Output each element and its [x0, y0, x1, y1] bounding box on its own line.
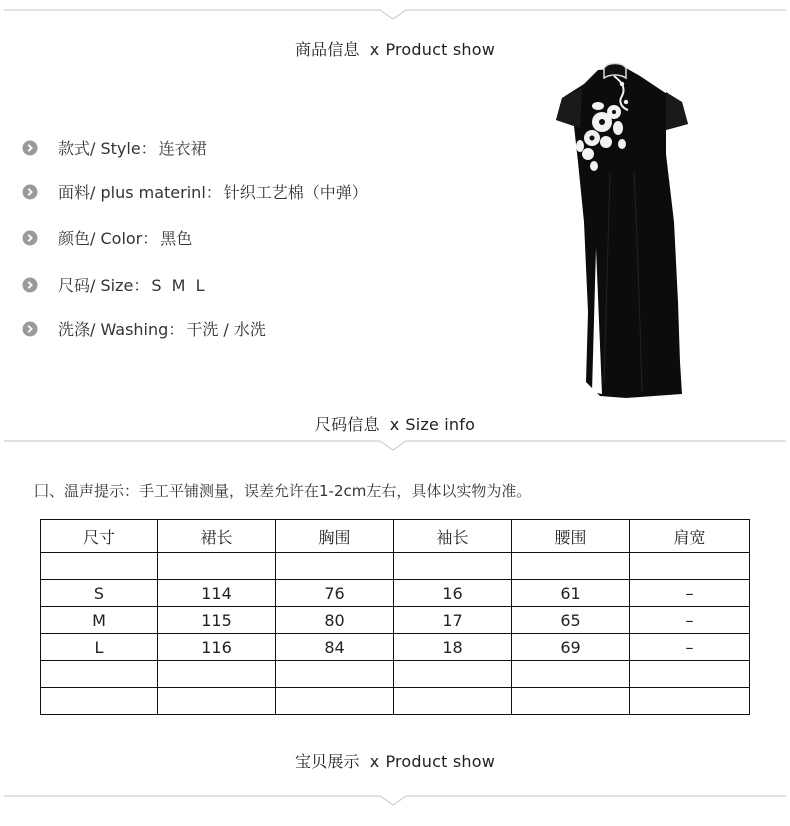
table-cell: 18 [394, 634, 512, 661]
spec-item-style [22, 136, 207, 159]
title-separator: x [369, 40, 380, 59]
product-show-title-en: Product show [385, 752, 496, 771]
table-cell [41, 661, 158, 688]
table-cell [512, 553, 630, 580]
middle-divider [4, 437, 786, 451]
table-cell: 17 [394, 607, 512, 634]
spec-item-material [22, 180, 368, 203]
table-cell [630, 553, 750, 580]
table-cell: S [41, 580, 158, 607]
table-header-cell: 肩宽 [630, 520, 750, 553]
table-cell: 16 [394, 580, 512, 607]
table-cell: 114 [158, 580, 276, 607]
table-cell: 65 [512, 607, 630, 634]
table-cell: 115 [158, 607, 276, 634]
spec-value: 干洗 / 水洗 [186, 320, 266, 339]
spec-item-washing [22, 317, 266, 340]
spec-label: 尺码/ Size： [58, 276, 150, 295]
table-row-empty [41, 553, 750, 580]
table-header-cell: 腰围 [512, 520, 630, 553]
table-cell: 84 [276, 634, 394, 661]
table-cell: L [41, 634, 158, 661]
table-cell [158, 553, 276, 580]
spec-label: 款式/ Style： [58, 139, 157, 158]
table-cell [630, 661, 750, 688]
spec-item-size [22, 273, 205, 296]
table-cell [158, 661, 276, 688]
product-show-title-cn: 宝贝展示 [294, 752, 360, 771]
table-row-empty [41, 661, 750, 688]
table-cell [630, 688, 750, 715]
table-cell [394, 553, 512, 580]
table-header-cell: 袖长 [394, 520, 512, 553]
measurement-note: 囗、温声提示：手工平铺测量，误差允许在1-2cm左右，具体以实物为准。 [34, 482, 532, 500]
table-cell: 76 [276, 580, 394, 607]
chevron-right-circle-icon [22, 230, 38, 246]
size-info-title-cn: 尺码信息 [314, 415, 380, 434]
table-row [41, 634, 750, 661]
spec-label: 洗涤/ Washing： [58, 320, 185, 339]
title-separator: x [369, 752, 380, 771]
chevron-right-circle-icon [22, 184, 38, 200]
product-info-title-en: Product show [385, 40, 496, 59]
product-show-title [0, 749, 790, 772]
size-info-title-en: Size info [405, 415, 476, 434]
table-cell: – [630, 607, 750, 634]
table-cell [394, 661, 512, 688]
table-row [41, 580, 750, 607]
table-header-cell: 胸围 [276, 520, 394, 553]
spec-value: 连衣裙 [158, 139, 207, 158]
spec-item-color [22, 226, 192, 249]
spec-value: 针织工艺棉（中弹） [223, 183, 368, 202]
table-cell [276, 661, 394, 688]
spec-value: 黑色 [160, 229, 193, 248]
table-cell [512, 661, 630, 688]
chevron-right-circle-icon [22, 140, 38, 156]
table-cell: M [41, 607, 158, 634]
product-image-dress [548, 62, 694, 402]
title-separator: x [389, 415, 400, 434]
top-divider [4, 6, 786, 20]
table-cell [512, 688, 630, 715]
table-cell: 80 [276, 607, 394, 634]
table-cell: – [630, 634, 750, 661]
table-cell [41, 553, 158, 580]
size-table [40, 519, 750, 715]
table-cell [276, 688, 394, 715]
spec-label: 颜色/ Color： [58, 229, 159, 248]
table-row-empty [41, 688, 750, 715]
table-cell: 69 [512, 634, 630, 661]
product-info-title-cn: 商品信息 [294, 40, 360, 59]
table-cell [276, 553, 394, 580]
table-cell: 116 [158, 634, 276, 661]
product-info-title [0, 37, 790, 60]
table-cell [41, 688, 158, 715]
table-cell [394, 688, 512, 715]
table-row [41, 607, 750, 634]
spec-label: 面料/ plus materinl： [58, 183, 222, 202]
table-header-row [41, 520, 750, 553]
chevron-right-circle-icon [22, 321, 38, 337]
chevron-right-circle-icon [22, 277, 38, 293]
table-header-cell: 裙长 [158, 520, 276, 553]
table-header-cell: 尺寸 [41, 520, 158, 553]
table-cell: 61 [512, 580, 630, 607]
size-info-title [0, 412, 790, 435]
table-cell: – [630, 580, 750, 607]
spec-value: S M L [151, 276, 205, 295]
bottom-divider [4, 792, 786, 806]
table-cell [158, 688, 276, 715]
